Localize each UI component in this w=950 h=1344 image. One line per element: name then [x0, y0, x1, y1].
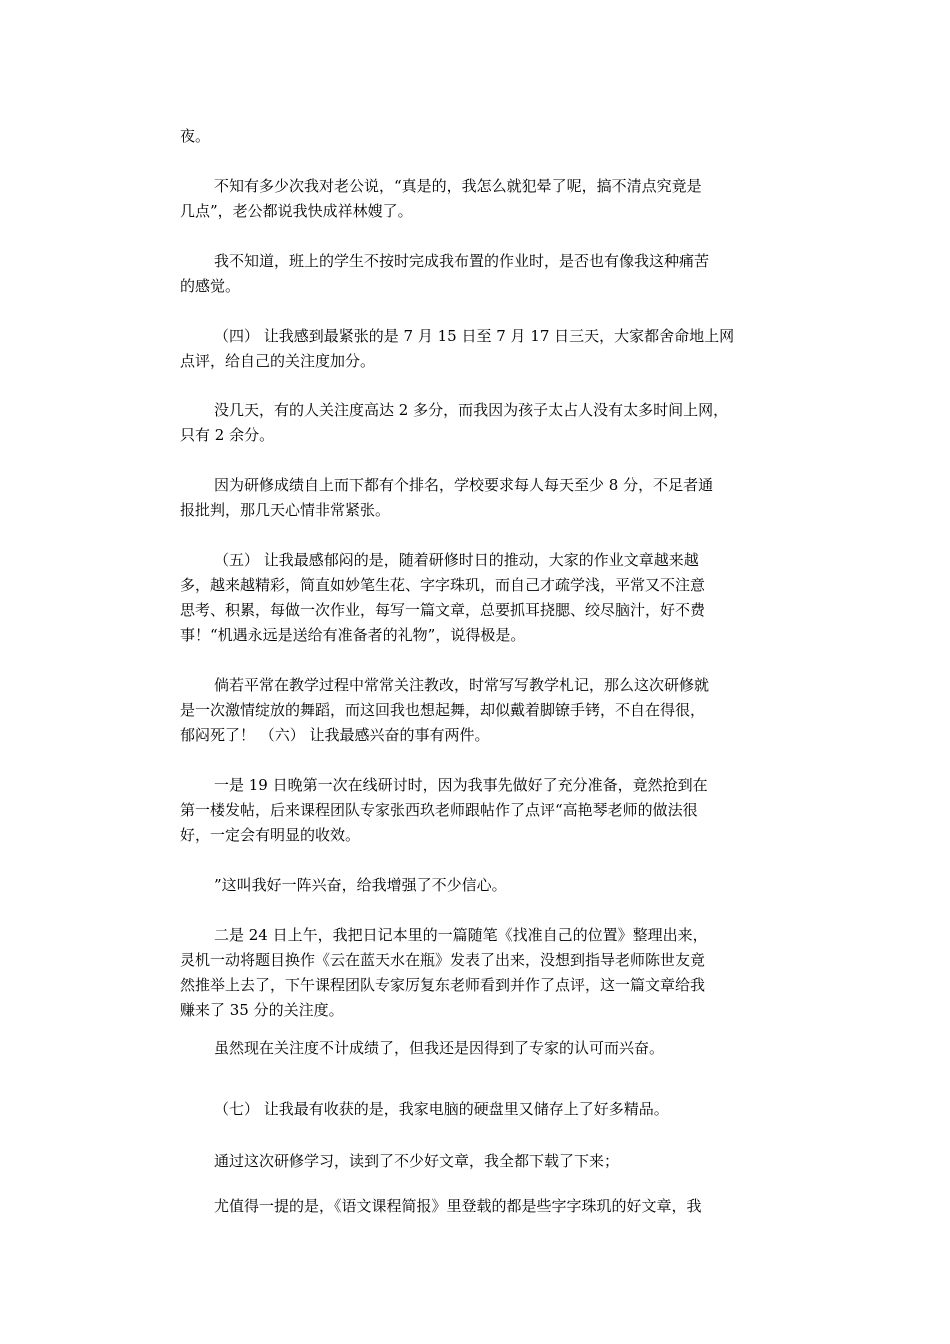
text-line: （七） 让我最有收获的是，我家电脑的硬盘里又储存上了好多精品。 — [214, 1100, 669, 1118]
paragraph-14 — [180, 1149, 780, 1174]
text-line: 尤值得一提的是，《语文课程简报》里登载的都是些字字珠玑的好文章，我 — [214, 1197, 702, 1215]
paragraph-2 — [180, 174, 780, 224]
paragraph-5 — [180, 398, 780, 448]
text-line: 多，越来越精彩，简直如妙笔生花、字字珠玑，而自己才疏学浅，平常又不注意 — [180, 576, 706, 594]
paragraph-9 — [180, 773, 780, 848]
text-line: 我不知道，班上的学生不按时完成我布置的作业时，是否也有像我这种痛苦 — [214, 252, 710, 270]
text-line: 然推举上去了，下午课程团队专家厉复东老师看到并作了点评，这一篇文章给我 — [180, 976, 706, 994]
paragraph-15 — [180, 1194, 780, 1219]
text-line: 郁闷死了！ （六） 让我最感兴奋的事有两件。 — [180, 726, 490, 744]
text-line: （五） 让我最感郁闷的是，随着研修时日的推动，大家的作业文章越来越 — [214, 551, 699, 569]
text-line: 事！“机遇永远是送给有准备者的礼物”，说得极是。 — [180, 626, 526, 644]
text-line: 第一楼发帖，后来课程团队专家张西玖老师跟帖作了点评“高艳琴老师的做法很 — [180, 801, 698, 819]
text-line: 没几天，有的人关注度高达 2 多分，而我因为孩子太占人没有太多时间上网， — [214, 401, 729, 419]
text-line: 不知有多少次我对老公说，“真是的，我怎么就犯晕了呢，搞不清点究竟是 — [214, 177, 702, 195]
text-line: 倘若平常在教学过程中常常关注教改，时常写写教学札记，那么这次研修就 — [214, 676, 710, 694]
text-line: 几点”，老公都说我快成祥林嫂了。 — [180, 202, 413, 220]
text-line: 点评，给自己的关注度加分。 — [180, 352, 376, 370]
text-line: 灵机一动将题目换作《云在蓝天水在瓶》发表了出来，没想到指导老师陈世友竟 — [180, 951, 706, 969]
paragraph-8 — [180, 673, 780, 748]
text-line: 夜。 — [180, 127, 211, 145]
text-line: 一是 19 日晚第一次在线研讨时，因为我事先做好了充分准备，竟然抢到在 — [214, 776, 708, 794]
text-line: 因为研修成绩自上而下都有个排名，学校要求每人每天至少 8 分，不足者通 — [214, 476, 714, 494]
paragraph-10 — [180, 873, 780, 898]
text-line: 通过这次研修学习，读到了不少好文章，我全都下载了下来； — [214, 1152, 620, 1170]
text-line: 报批判，那几天心情非常紧张。 — [180, 501, 391, 519]
paragraph-11 — [180, 923, 780, 1023]
paragraph-3 — [180, 249, 780, 299]
text-line: 虽然现在关注度不计成绩了，但我还是因得到了专家的认可而兴奋。 — [214, 1039, 665, 1057]
paragraph-13 — [180, 1097, 780, 1122]
text-line: 是一次激情绽放的舞蹈，而这回我也想起舞，却似戴着脚镣手铐，不自在得很， — [180, 701, 706, 719]
text-line: 赚来了 35 分的关注度。 — [180, 1001, 344, 1019]
text-line: 只有 2 余分。 — [180, 426, 275, 444]
paragraph-6 — [180, 473, 780, 523]
text-line: （四） 让我感到最紧张的是 7 月 15 日至 7 月 17 日三天，大家都舍命地上网 — [214, 327, 735, 345]
text-line: 好，一定会有明显的收效。 — [180, 826, 361, 844]
paragraph-12 — [180, 1036, 780, 1061]
text-line: ”这叫我好一阵兴奋，给我增强了不少信心。 — [214, 876, 507, 894]
paragraph-7 — [180, 548, 780, 648]
paragraph-1 — [180, 124, 780, 149]
text-line: 的感觉。 — [180, 277, 241, 295]
text-line: 思考、积累，每做一次作业，每写一篇文章，总要抓耳挠腮、绞尽脑汁，好不费 — [180, 601, 706, 619]
text-line: 二是 24 日上午，我把日记本里的一篇随笔《找准自己的位置》整理出来， — [214, 926, 708, 944]
paragraph-4 — [180, 324, 780, 374]
